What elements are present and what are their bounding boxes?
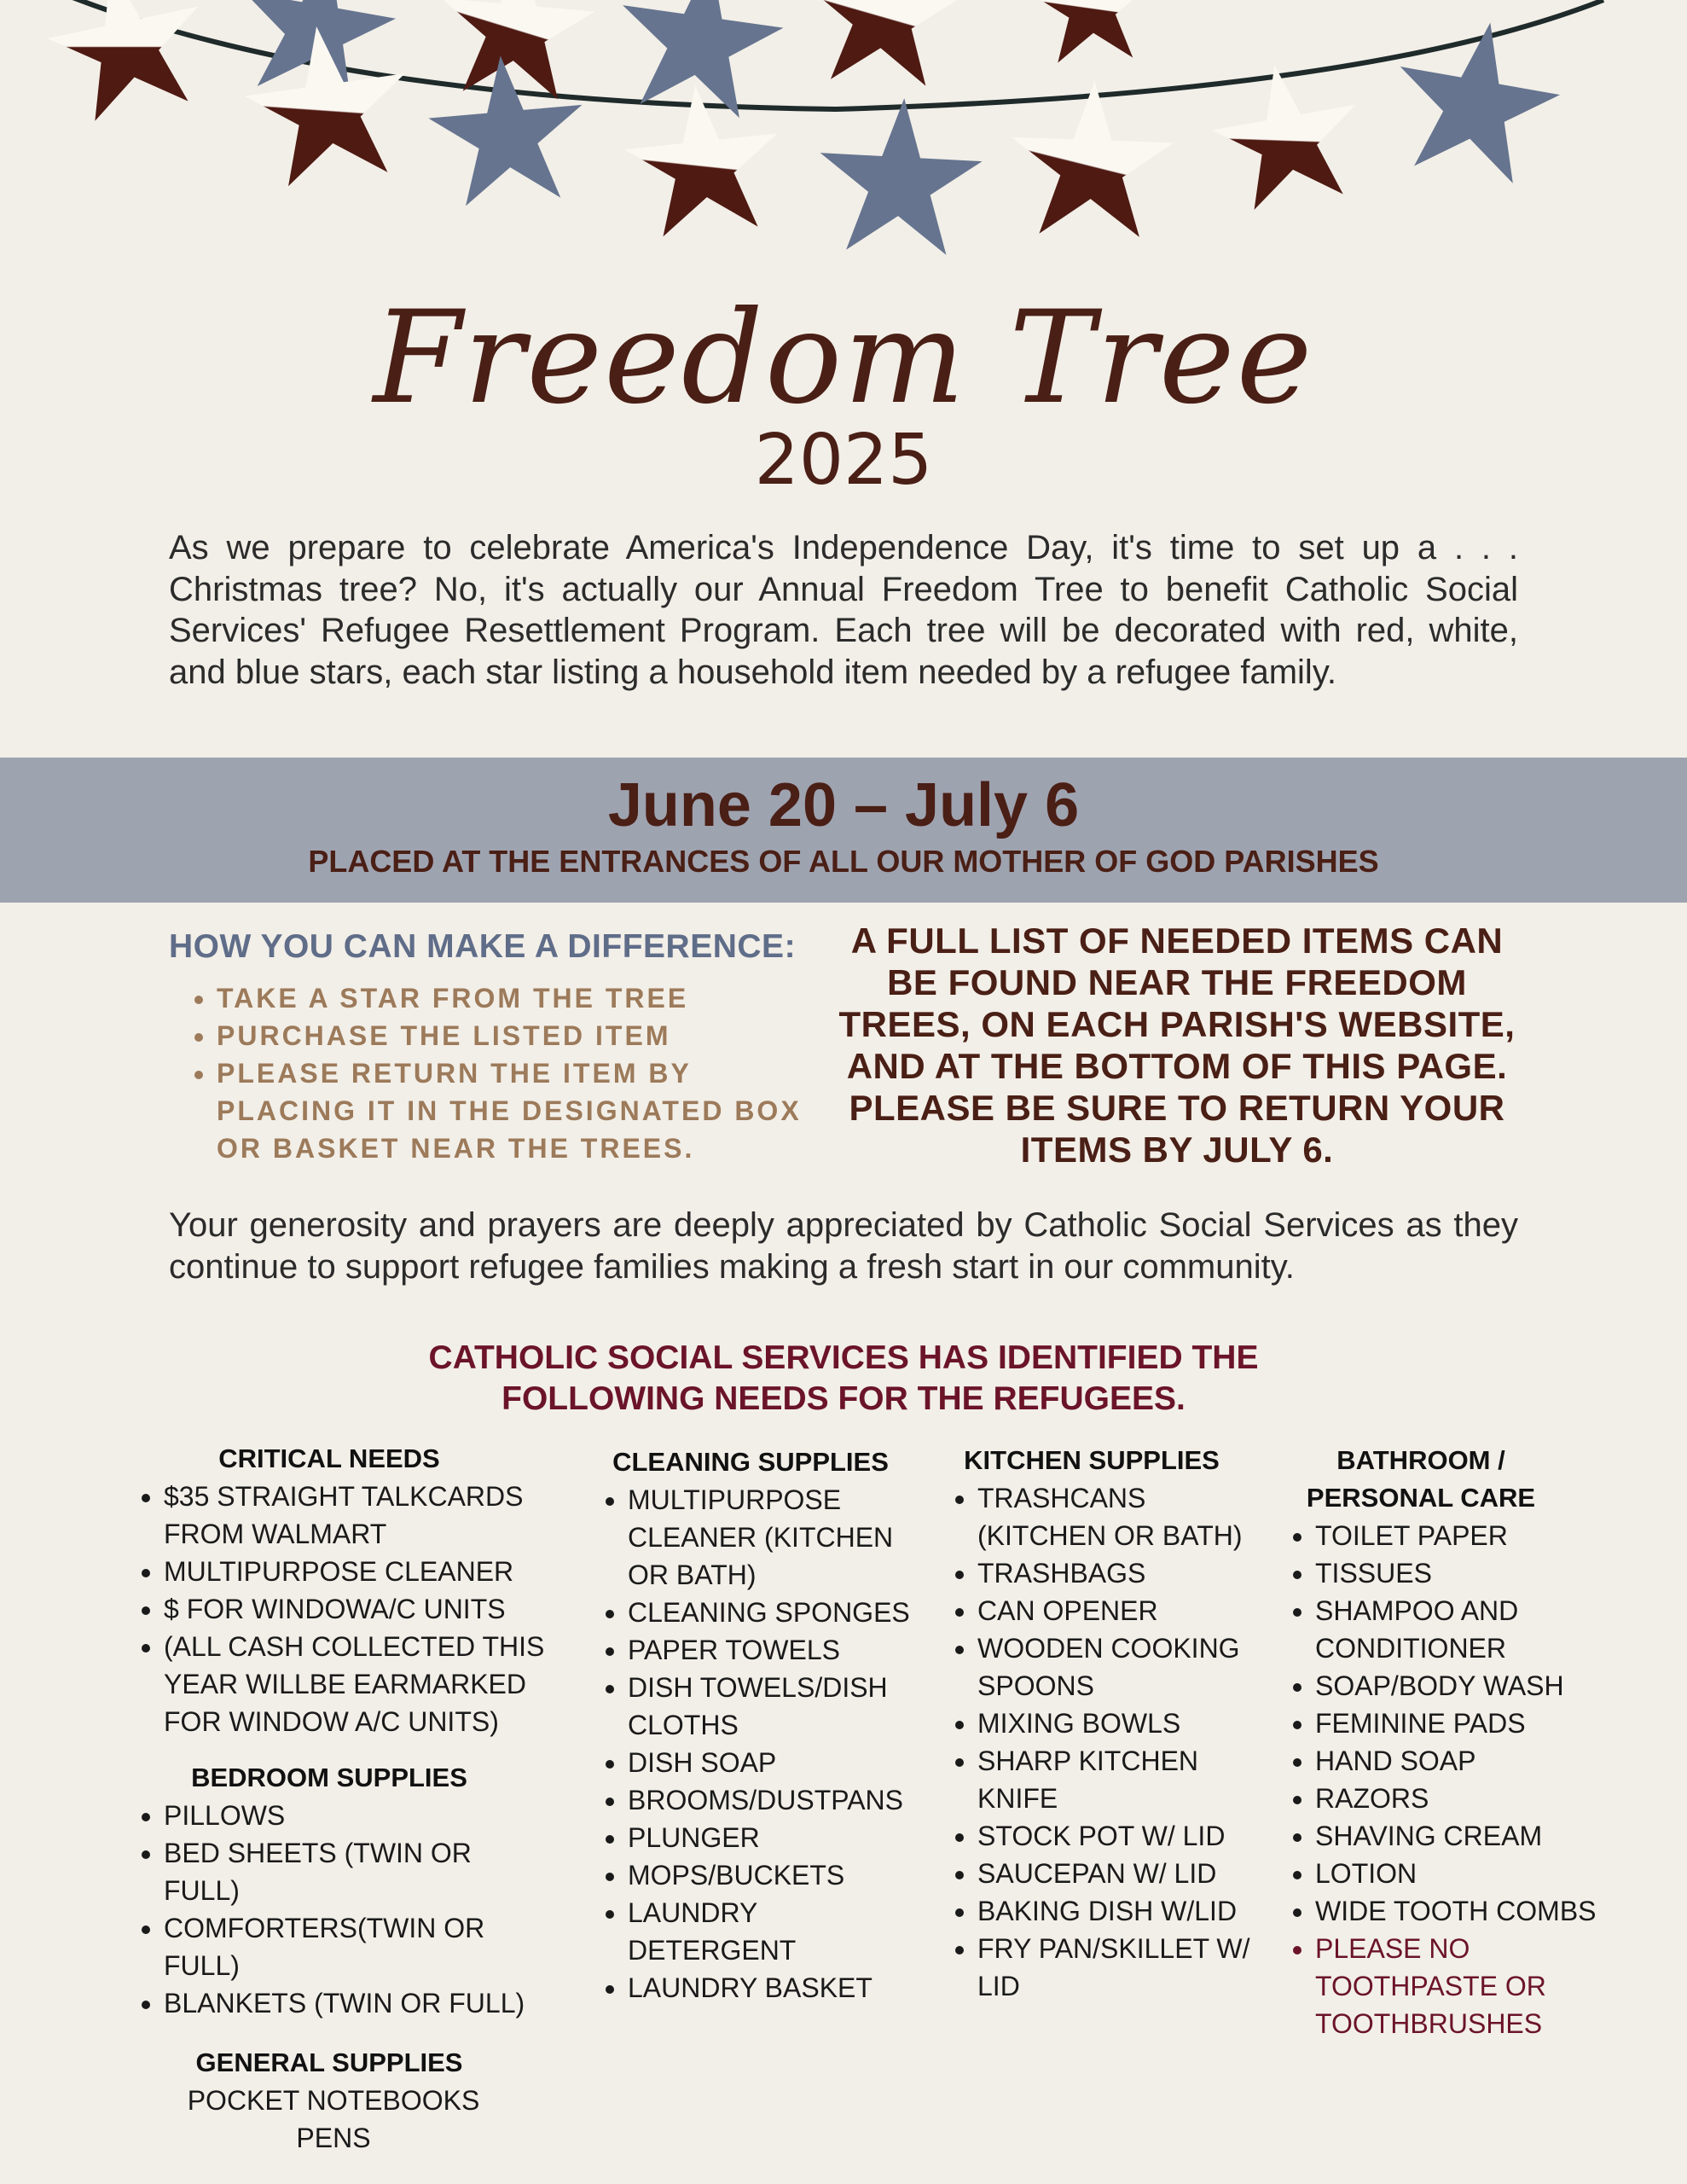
list-item: • COMFORTERS(TWIN OR FULL) (164, 1909, 551, 1984)
list-item: • MIXING BOWLS (977, 1705, 1279, 1742)
star-striped-icon (802, 0, 965, 88)
list-item: • WOODEN COOKING SPOONS (977, 1629, 1279, 1705)
page-title: Freedom Tree (373, 284, 1314, 433)
list-item: • WIDE TOOTH COMBS (1315, 1892, 1600, 1930)
list-item: • CAN OPENER (977, 1592, 1279, 1629)
list-item: • MULTIPURPOSE CLEANER (KITCHEN OR BATH) (628, 1481, 913, 1594)
list-item: • PILLOWS (164, 1797, 551, 1834)
list-item: • SAUCEPAN W/ LID (977, 1855, 1279, 1892)
howto-step: • PURCHASE THE LISTED ITEM (217, 1017, 831, 1054)
howto-step: • PLEASE RETURN THE ITEM BY PLACING IT IN THE DESIGNATED BOX OR BASKET NEAR THE TREES. (217, 1054, 831, 1167)
list-item: • STOCK POT W/ LID (977, 1817, 1279, 1855)
bathroom-supplies-list (1276, 1517, 1600, 2042)
list-item: • PAPER TOWELS (628, 1631, 913, 1669)
bathroom-heading-line1: BATHROOM / (1336, 1445, 1505, 1475)
cleaning-supplies-heading: CLEANING SUPPLIES (612, 1447, 889, 1477)
list-item: • BLANKETS (TWIN OR FULL) (164, 1984, 551, 2022)
list-item: • MULTIPURPOSE CLEANER (164, 1553, 551, 1590)
star-dotted-icon (815, 94, 985, 257)
bedroom-supplies-heading: BEDROOM SUPPLIES (191, 1763, 467, 1792)
list-item: • BROOMS/DUSTPANS (628, 1781, 913, 1819)
kitchen-supplies-heading: KITCHEN SUPPLIES (964, 1445, 1220, 1475)
star-striped-icon (36, 0, 217, 127)
critical-needs-list (125, 1478, 551, 1740)
list-item: • $35 STRAIGHT TALKCARDS FROM WALMART (164, 1478, 551, 1553)
howto-heading: HOW YOU CAN MAKE A DIFFERENCE: (169, 928, 797, 965)
list-item: • MOPS/BUCKETS (628, 1856, 913, 1894)
needs-heading: CATHOLIC SOCIAL SERVICES HAS IDENTIFIED THE FOLLOWING NEEDS FOR THE REFUGEES. (428, 1339, 1259, 1417)
star-striped-icon (1027, 0, 1157, 65)
list-item: • DISH SOAP (628, 1744, 913, 1781)
list-item: • SHAVING CREAM (1315, 1817, 1600, 1855)
list-item: • BAKING DISH W/LID (977, 1892, 1279, 1930)
general-item: PENS (296, 2123, 371, 2153)
page-year: 2025 (754, 420, 933, 501)
full-list-note: A FULL LIST OF NEEDED ITEMS CAN BE FOUND NEAR THE FREEDOM TREES, ON EACH PARISH'S WEBSITE, AND AT THE BOTTOM OF THIS PAGE. PLEASE BE SURE TO RETURN YOUR ITEMS BY JULY 6. (838, 921, 1516, 1170)
list-item: • TRASHBAGS (977, 1554, 1279, 1592)
kitchen-supplies-list (938, 1479, 1279, 2005)
list-item: • SHAMPOO AND CONDITIONER (1315, 1592, 1600, 1667)
critical-needs-heading: CRITICAL NEEDS (218, 1443, 440, 1473)
list-item: • CLEANING SPONGES (628, 1594, 913, 1631)
list-item: • RAZORS (1315, 1780, 1600, 1817)
bathroom-note: • PLEASE NO TOOTHPASTE OR TOOTHBRUSHES (1315, 1930, 1600, 2042)
cleaning-supplies-list (588, 1481, 913, 2007)
list-item: • SOAP/BODY WASH (1315, 1667, 1600, 1705)
list-item: • DISH TOWELS/DISH CLOTHS (628, 1669, 913, 1744)
list-item: • BED SHEETS (TWIN OR FULL) (164, 1834, 551, 1909)
howto-steps (177, 979, 831, 1167)
general-item: POCKET NOTEBOOKS (187, 2085, 480, 2116)
event-dates: June 20 – July 6 (607, 771, 1080, 839)
list-item: • LAUNDRY DETERGENT (628, 1894, 913, 1969)
list-item: • (ALL CASH COLLECTED THIS YEAR WILLBE EARMARKED FOR WINDOW A/C UNITS) (164, 1628, 551, 1740)
event-banner (0, 758, 1687, 903)
howto-step: • TAKE A STAR FROM THE TREE (217, 979, 831, 1017)
list-item: • TOILET PAPER (1315, 1517, 1600, 1554)
thanks-paragraph: Your generosity and prayers are deeply appreciated by Catholic Social Services as they continue to support refugee families making a fresh start in our community. (169, 1206, 1518, 1286)
intro-paragraph: As we prepare to celebrate America's Independence Day, it's time to set up a . . . Christmas tree? No, it's actually our Annual Freedom Tree to benefit Catholic Social Services' Refugee Resettlement Program. Each tree will be decorated with red, white, and blue stars, each star listing a household item needed by a refugee family. (169, 529, 1518, 691)
list-item: • TRASHCANS (KITCHEN OR BATH) (977, 1479, 1279, 1554)
general-supplies-heading: GENERAL SUPPLIES (195, 2048, 463, 2077)
list-item: • TISSUES (1315, 1554, 1600, 1592)
list-item: • FRY PAN/SKILLET W/ LID (977, 1930, 1279, 2005)
list-item: • LOTION (1315, 1855, 1600, 1892)
star-dotted-icon (424, 49, 590, 208)
column-critical (125, 1440, 551, 2157)
star-dotted-icon (1383, 9, 1570, 189)
bedroom-supplies-list (125, 1797, 551, 2022)
bathroom-heading-line2: PERSONAL CARE (1306, 1483, 1536, 1513)
list-item: • SHARP KITCHEN KNIFE (977, 1742, 1279, 1817)
list-item: • PLUNGER (628, 1819, 913, 1856)
list-item: • HAND SOAP (1315, 1742, 1600, 1780)
list-item: • LAUNDRY BASKET (628, 1969, 913, 2007)
list-item: • FEMININE PADS (1315, 1705, 1600, 1742)
column-bathroom (1276, 1442, 1600, 2042)
column-kitchen (938, 1442, 1279, 2005)
list-item: • $ FOR WINDOWA/C UNITS (164, 1590, 551, 1628)
event-location: PLACED AT THE ENTRANCES OF ALL OUR MOTHER OF GOD PARISHES (308, 844, 1379, 879)
star-garland (0, 0, 1687, 282)
column-cleaning (588, 1443, 913, 2007)
